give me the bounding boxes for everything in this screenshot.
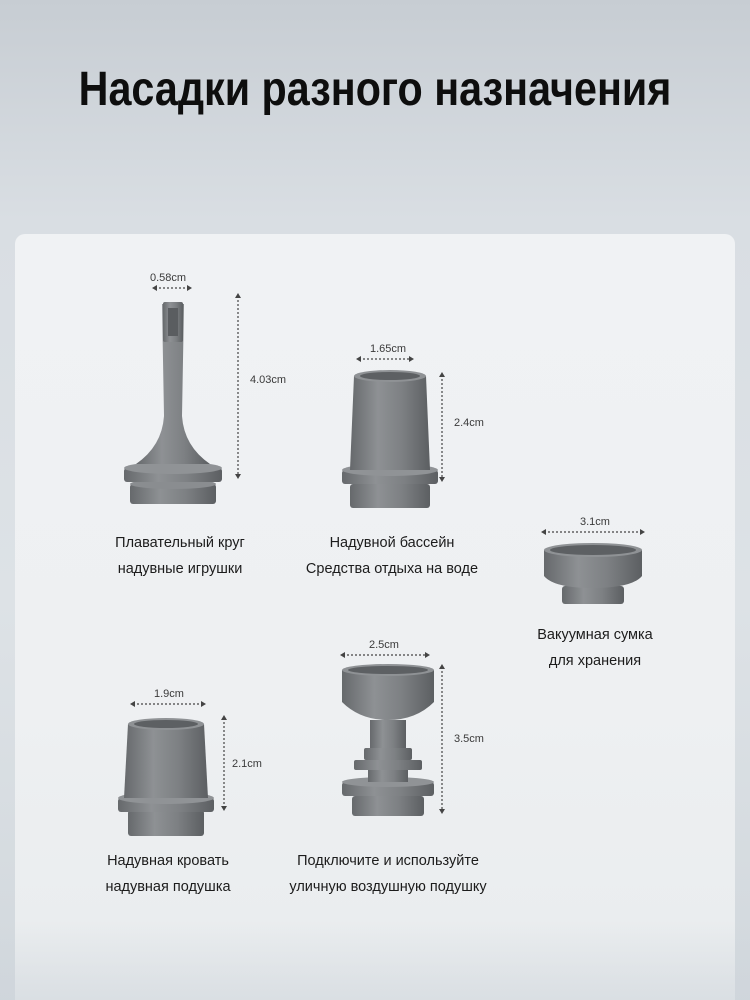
width-label: 1.9cm bbox=[154, 688, 184, 700]
width-dimension-line bbox=[130, 700, 206, 708]
caption-line: Плавательный круг bbox=[115, 535, 245, 551]
caption-line: Надувная кровать bbox=[107, 853, 229, 869]
bed-nozzle-image bbox=[116, 712, 216, 840]
height-label: 3.5cm bbox=[454, 733, 484, 745]
height-dimension-line bbox=[220, 715, 228, 811]
width-dimension-line bbox=[356, 355, 414, 363]
bed-caption bbox=[88, 848, 248, 900]
caption-line: Подключите и используйте bbox=[297, 853, 479, 869]
outdoor-caption bbox=[268, 848, 508, 900]
height-label: 2.4cm bbox=[454, 417, 484, 429]
width-label: 0.58cm bbox=[150, 272, 187, 284]
caption-line: Средства отдыха на воде bbox=[305, 561, 479, 577]
needle-nozzle-image bbox=[118, 296, 228, 516]
width-label: 1.65cm bbox=[370, 343, 407, 355]
panel-bottom-fade bbox=[0, 920, 750, 1000]
caption-line: уличную воздушную подушку bbox=[289, 879, 487, 895]
page-title: Насадки разного назначения bbox=[78, 63, 672, 116]
needle-caption bbox=[100, 530, 260, 582]
caption-line: для хранения bbox=[548, 653, 642, 669]
height-label: 4.03cm bbox=[250, 374, 287, 386]
caption-line: надувные игрушки bbox=[117, 561, 243, 577]
width-dimension-line bbox=[541, 528, 645, 536]
vacuum-caption bbox=[510, 622, 680, 674]
width-dimension-line bbox=[340, 651, 430, 659]
height-dimension-line bbox=[234, 293, 242, 479]
caption-line: Надувной бассейн bbox=[329, 535, 455, 551]
vacuum-nozzle-image bbox=[540, 540, 646, 608]
pool-caption bbox=[292, 530, 492, 582]
width-label: 3.1cm bbox=[580, 516, 610, 528]
height-dimension-line bbox=[438, 664, 446, 814]
pool-nozzle-image bbox=[338, 366, 442, 514]
caption-line: надувная подушка bbox=[105, 879, 231, 895]
caption-line: Вакуумная сумка bbox=[537, 627, 653, 643]
outdoor-nozzle-image bbox=[338, 660, 438, 820]
width-label: 2.5cm bbox=[369, 639, 399, 651]
width-dimension-line bbox=[152, 284, 192, 292]
height-label: 2.1cm bbox=[232, 758, 262, 770]
